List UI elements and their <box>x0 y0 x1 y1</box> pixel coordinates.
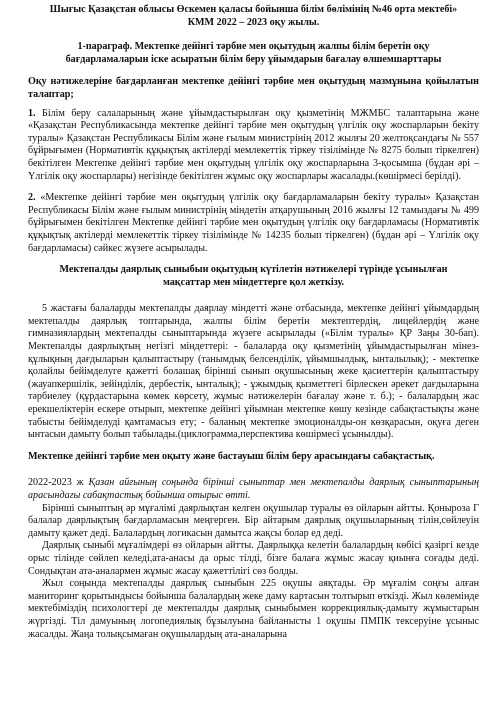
preschool-prep-paragraph: 5 жастағы балаларды мектепалды даярлау міндетті және отбасында, мектепке дейінгі ұйымдардың мектепалды даярлық топтарында, жалпы білім беретін мектептердің, лицейлердің және гимназиялардың мектепалды сыныптарында жүзеге асырылады («Білім туралы» ҚР Заңы 30-бап). Мектепалды даярлықтың негізгі міндеттері: - балаларда оқу қызметінің ұйымдастырылған мінез-құлықның дағдыларын қалыптастыру (танымдық белсенділік, ұйымшылдық, ынталылық); - мектепке қолайлы бейімделуге қажетті болашақ бірінші сынып оқушысының жеке қасиеттерін қалыптастыру (жауапкершілік, зейінділік, дербестік, ынталық); - ұжымдық қызметтегі бірлескен әрекет дағдыларына тәрбиелеу (құрдастарына көмек көрсету, жұмыс нәтижелерін бағалау және т. б.); - балалардың жас ерекшеліктерін ескере отырып, мектепке дейінгі ұйымнан мектепке көшу кезінде сабақтастықты және табысты бейімделуді қамтамасыз ету; - баланың мектепке эмоционалды-он көзқарасын, оқуға деген ынтасын дамыту болып табылады.(циклограмма,перспектива көшірмесі ұсынылды). <box>28 303 479 441</box>
meeting-lead: 2022-2023 ж <box>28 477 84 489</box>
document-header <box>28 4 479 29</box>
section-1-title-line-1: 1-параграф. Мектепке дейінгі тәрбие мен оқытудың жалпы білім беретін оқу <box>77 41 430 53</box>
section-1-title <box>28 41 479 66</box>
section-2-title-line-1: Мектепалды даярлық сыныбын оқытудың күтілетін нәтижелері түрінде ұсынылған <box>59 264 448 276</box>
item-1-paragraph <box>28 108 479 184</box>
item-1-text: Білім беру салаларының және ұйымдастырылған оқу қызметінің МЖМБС талаптарына және «Қазақстан Республикасында мектепке дейінгі тәрбие мен оқытудың үлгілік оқу жоспарларын бекіту туралы» Қазақстан Республикасы Білім және ғылым министрінің 2012 жылғы 20 желтоқсандағы № 557 бұйрығымен (Нормативтік құқықтық актілерді мемлекеттік тіркеу тізілімінде № 8275 болып тіркелген) бекітілген Мектепке дейінгі тәрбие мен оқытудың үлгілік оқу жоспарларына 3-қосымша (бұдан әрі – Үлгілік оқу жоспарлары) негізінде бекітілген жұмыс оқу жоспарлары жасалады.(көшірмесі берілді). <box>28 107 479 182</box>
item-2-paragraph <box>28 192 479 255</box>
section-1-title-line-2: бағдарламаларын іске асыратын білім беру ұйымдарын бағалау өлшемшарттары <box>65 53 442 65</box>
section-2-title <box>28 264 479 289</box>
section-3-title: Мектепке дейінгі тәрбие мен оқыту және бастауыш білім беру арасындағы сабақтастық. <box>28 450 435 462</box>
prep-teachers-paragraph: Даярлық сыныбі мұғалімдері өз ойларын айтты. Даярлыққа келетін балалардың көбісі қазіргі кезде орыс тілінде сөйлеп келеді,ата-анасы да орыс тілді, бізге балаға жұмыс жасау қиынға соғады деді. Сондықтан ата-аналармен жұмыс жасау қажеттілігі сөз болды. <box>28 540 479 577</box>
header-line-1: Шығыс Қазақстан облысы Өскемен қаласы бойынша білім бөлімінің №46 орта мектебі» <box>49 4 458 15</box>
item-2-text: «Мектепке дейінгі тәрбие мен оқытудың үлгілік оқу бағдарламаларын бекіту туралы» Қазақстан Республикасы Білім және ғылым министрінің міндетін атқарушының 2016 жылғы 12 тамыздағы № 499 бұйрығымен бекітілген Мектепке дейінгі тәрбие мен оқытудың үлгілік оқу бағдарламасы (Нормативтік құқықтық актілерді мемлекеттік тіркеу тізілімінде № 14235 болып тіркелген) (бұдан әрі – Үлгілік оқу бағдарламасы) сәйкес жүзеге асырылады. <box>28 192 479 254</box>
meeting-italic-text: Қазан айғының соңында бірінші сыныптар мен мектепалды даярлық сыныптарының арасындағы сабақтастық бойынша отырыс өтті. <box>28 477 479 501</box>
year-end-paragraph: Жыл соңында мектепалды даярлық сыныбын 225 оқушы аяқтады. Әр мұғалім соңғы алған маниторинг қорытындысы бойынша балалардың жеке даму картасын толтырып өткізді. Жыл көлемінде мектебіміздің психологтері де мектепалды даярлық сыныбымен коррекциялық-дамыту жұмыстарын жүргізді. Тіл дамуының логопедиялық бұзылуына байланысты 1 оқушы ПМПК тексеруіне ұсыныс жасалды. Жаңа толықсымаған оқушылардың ата-аналарына <box>28 578 479 640</box>
section-2-title-line-2: мақсаттар мен міндеттерге қол жеткізу. <box>162 276 345 288</box>
meeting-paragraph <box>28 477 479 502</box>
requirements-heading: Оқу нәтижелеріне бағдарланған мектепке дейінгі тәрбие мен оқытудың мазмұнына қойылатын талаптар; <box>28 76 479 100</box>
header-line-2: КММ 2022 – 2023 оқу жылы. <box>187 16 320 28</box>
first-grade-teachers-paragraph: Бірінші сыныптың әр мұғалімі даярлықтан келген оқушылар туралы өз ойларын айтты. Қоныроза Г балалар даярлықтың бағдарламасын меңгерген. Бір айтарым даярлық оқушыларының тілін,сөйлеуін дамыту қажет деді. Балалардың логикасын дамытса жақсы болар ед деді. <box>28 502 479 539</box>
item-2-number: 2. <box>28 192 36 204</box>
item-1-number: 1. <box>28 107 36 119</box>
